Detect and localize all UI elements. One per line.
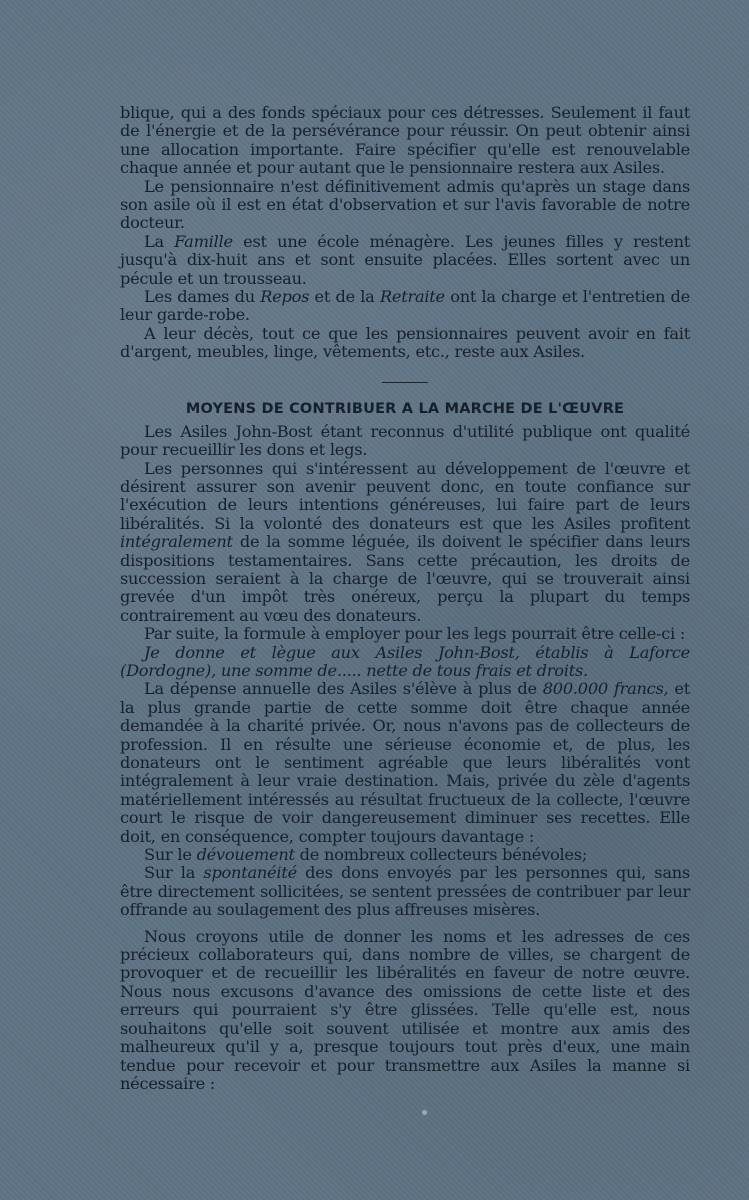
paper-speck (422, 1110, 427, 1115)
paragraph: Par suite, la formule à employer pour les legs pourrait être celle-ci : (144, 624, 686, 644)
section-heading: MOYENS DE CONTRIBUER A LA MARCHE DE L'ŒUVRE (185, 400, 625, 417)
paragraph: Les personnes qui s'intéressent au développement de l'œuvre et désirent assurer son avenir peuvent donc, en toute confiance sur l'exécution de leurs intentions généreuses, lui faire part de leurs libéralités. Si la volonté des donateurs est que les Asiles profitent intégralement de la somme léguée, ils doivent le spécifier dans leurs dispositions testamentaires. Sans cette précaution, les droits de succession seraient à la charge de l'œuvre, qui se trouverait ainsi grevée d'un impôt très onéreux, perçu la plupart du temps contrairement au vœu des donateurs. (120, 458, 690, 625)
paragraph: Le pensionnaire n'est définitivement admis qu'après un stage dans son asile où il est en état d'observation et sur l'avis favorable de notre docteur. (120, 176, 690, 233)
paragraph: blique, qui a des fonds spéciaux pour ces détresses. Seulement il faut de l'énergie et de la persévérance pour réussir. On peut obtenir ainsi une allocation importante. Faire spécifier qu'elle est renouvelable chaque année et pour autant que le pensionnaire restera aux Asiles. (120, 103, 690, 178)
paragraph: La Famille est une école ménagère. Les jeunes filles y restent jusqu'à dix-huit ans et sont ensuite placées. Elles sortent avec un pécule et un trousseau. (120, 231, 690, 288)
paragraph: Sur le dévouement de nombreux collecteurs bénévoles; (144, 845, 588, 865)
paragraph: Les Asiles John-Bost étant reconnus d'utilité publique ont qualité pour recueillir les dons et legs. (120, 421, 690, 460)
paragraph: A leur décès, tout ce que les pensionnaires peuvent avoir en fait d'argent, meubles, linge, vêtements, etc., reste aux Asiles. (120, 323, 690, 362)
paragraph: Sur la spontanéité des dons envoyés par les personnes qui, sans être directement sollicitées, se sentent pressées de contribuer par leur offrande au soulagement des plus affreuses misères. (120, 863, 690, 920)
paragraph: Nous croyons utile de donner les noms et les adresses de ces précieux collaborateurs qui, dans nombre de villes, se chargent de provoquer et de recueillir les libéralités en faveur de notre œuvre. Nous nous excusons d'avance des omissions de cette liste et des erreurs qui pourraient s'y être glissées. Telle qu'elle est, nous souhaitons qu'elle soit souvent utilisée et montre aux amis des malheureux qu'il y a, presque toujours tout près d'eux, une main tendue pour recevoir et pour transmettre aux Asiles la manne si nécessaire : (120, 926, 690, 1093)
page-text (120, 104, 690, 1093)
paragraph: Les dames du Repos et de la Retraite ont la charge et l'entretien de leur garde-robe. (120, 287, 690, 325)
section-divider (382, 382, 428, 383)
legacy-formula: Je donne et lègue aux Asiles John-Bost, établis à Laforce (Dordogne), une somme de..... nette de tous frais et droits. (120, 642, 690, 680)
paragraph: La dépense annuelle des Asiles s'élève à plus de 800.000 francs, et la plus grande partie de cette somme doit être chaque année demandée à la charité privée. Or, nous n'avons pas de collecteurs de profession. Il en résulte une sérieuse économie et, de plus, les donateurs ont le sentiment agréable que leurs libéralités vont intégralement à leur vraie destination. Mais, privée du zèle d'agents matériellement intéressés au résultat fructueux de la collecte, l'œuvre court le risque de voir dangereusement diminuer ses recettes. Elle doit, en conséquence, compter toujours davantage : (120, 679, 690, 846)
